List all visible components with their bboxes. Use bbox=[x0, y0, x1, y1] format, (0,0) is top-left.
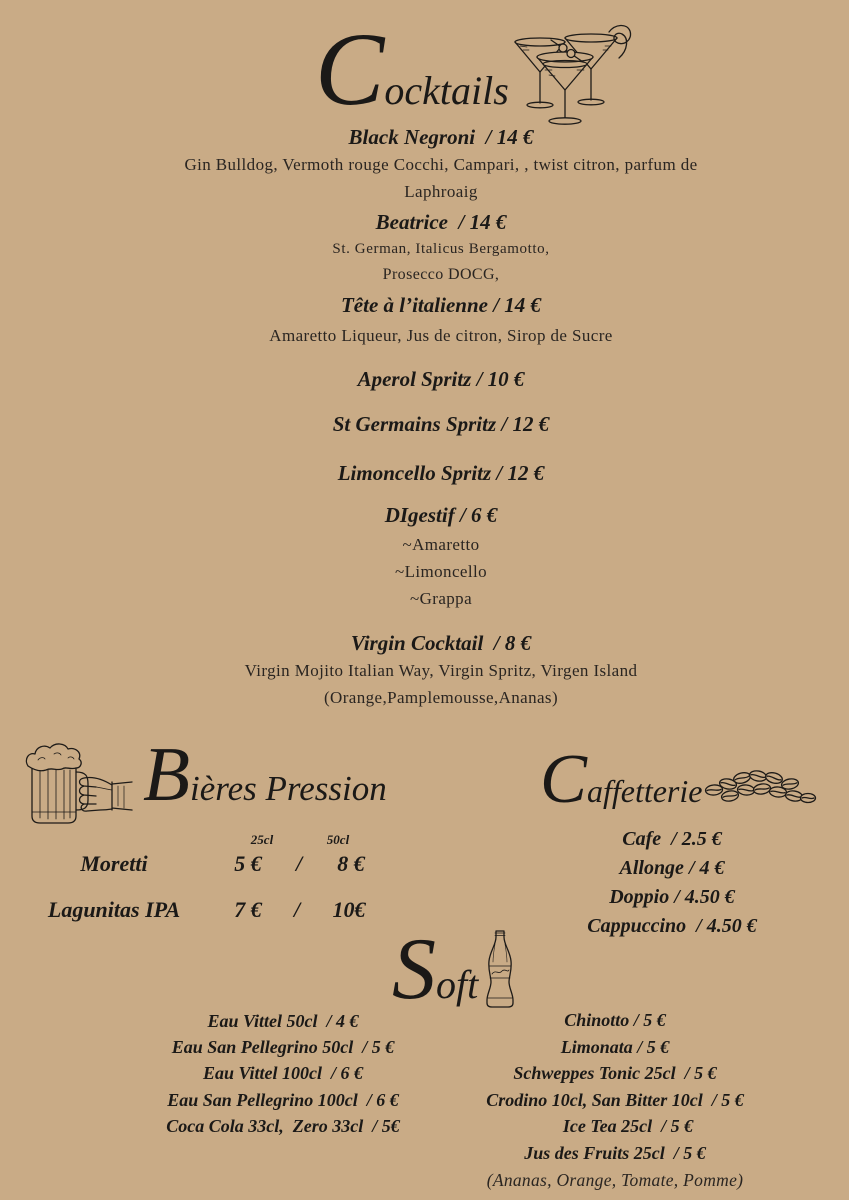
digestif-option: ~Amaretto bbox=[402, 535, 480, 554]
cocktail-limoncello-spritz-title: Limoncello Spritz / 12 € bbox=[337, 461, 545, 485]
beer-moretti-name: Moretti bbox=[80, 851, 148, 876]
beer-moretti-price-25cl: 5 € bbox=[234, 851, 262, 876]
beer-price-separator: / bbox=[293, 897, 301, 922]
virgin-cocktail-desc-line: (Orange,Pamplemousse,Ananas) bbox=[323, 688, 559, 707]
beer-price-separator: / bbox=[295, 851, 303, 876]
soft-drink-item: Ice Tea 25cl / 5 € bbox=[562, 1116, 694, 1136]
digestif-option: ~Grappa bbox=[409, 589, 473, 608]
beer-moretti-price-50cl: 8 € bbox=[337, 851, 365, 876]
beer-lagunitas-ipa-name: Lagunitas IPA bbox=[47, 897, 181, 922]
cocktail-tete-a-litalienne-title: Tête à l’italienne / 14 € bbox=[340, 293, 542, 317]
soft-drink-item: Eau San Pellegrino 50cl / 5 € bbox=[171, 1037, 395, 1057]
soda-bottle-icon bbox=[481, 928, 519, 1008]
soft-drink-item: Eau Vittel 100cl / 6 € bbox=[202, 1063, 363, 1083]
beer-size-header-50cl: 50cl bbox=[326, 832, 350, 847]
soft-section-title: Soft bbox=[392, 921, 479, 1018]
soft-drink-item: Coca Cola 33cl, Zero 33cl / 5€ bbox=[166, 1116, 400, 1136]
coffee-beans-icon bbox=[702, 766, 817, 806]
beer-lagunitas-ipa-price-25cl: 7 € bbox=[234, 897, 262, 922]
coffee-item: Cafe / 2.5 € bbox=[622, 828, 722, 850]
cocktail-beatrice-desc-line: Prosecco DOCG, bbox=[382, 266, 500, 283]
beers-section-title: Bières Pression bbox=[143, 731, 387, 817]
coffee-section-title: Caffetterie bbox=[540, 740, 703, 818]
cocktail-beatrice-title: Beatrice / 14 € bbox=[375, 210, 507, 234]
soft-drink-item: Eau San Pellegrino 100cl / 6 € bbox=[167, 1090, 399, 1110]
cocktail-st-germains-spritz-title: St Germains Spritz / 12 € bbox=[332, 412, 550, 436]
soft-drink-item: Limonata / 5 € bbox=[560, 1037, 670, 1057]
cocktail-glasses-icon bbox=[505, 20, 635, 126]
cocktail-black-negroni-title: Black Negroni / 14 € bbox=[348, 125, 534, 149]
beer-mug-hand-icon bbox=[24, 742, 134, 826]
coffee-item: Doppio / 4.50 € bbox=[609, 886, 735, 908]
digestif-title: DIgestif / 6 € bbox=[384, 503, 498, 527]
cocktail-tete-a-litalienne-desc-line: Amaretto Liqueur, Jus de citron, Sirop de Sucre bbox=[269, 326, 613, 345]
beer-size-header-25cl: 25cl bbox=[250, 832, 274, 847]
virgin-cocktail-desc-line: Virgin Mojito Italian Way, Virgin Spritz, Virgen Island bbox=[244, 661, 638, 680]
cocktail-aperol-spritz-title: Aperol Spritz / 10 € bbox=[357, 367, 525, 391]
soft-drink-item: Jus des Fruits 25cl / 5 € bbox=[524, 1143, 706, 1163]
cocktail-beatrice-desc-line: St. German, Italicus Bergamotto, bbox=[332, 241, 550, 257]
soft-drink-item: Crodino 10cl, San Bitter 10cl / 5 € bbox=[486, 1090, 744, 1110]
cocktail-black-negroni-desc-line: Gin Bulldog, Vermoth rouge Cocchi, Campari, , twist citron, parfum de bbox=[184, 155, 698, 174]
coffee-item: Allonge / 4 € bbox=[619, 857, 725, 879]
cocktails-section-title: Cocktails bbox=[315, 12, 509, 127]
digestif-option: ~Limoncello bbox=[395, 562, 487, 581]
juice-flavours-note: (Ananas, Orange, Tomate, Pomme) bbox=[486, 1170, 744, 1190]
beer-lagunitas-ipa-price-50cl: 10€ bbox=[332, 897, 366, 922]
coffee-item: Cappuccino / 4.50 € bbox=[587, 915, 757, 937]
virgin-cocktail-title: Virgin Cocktail / 8 € bbox=[350, 631, 532, 655]
cocktail-black-negroni-desc-line: Laphroaig bbox=[404, 182, 478, 201]
soft-drink-item: Chinotto / 5 € bbox=[564, 1010, 666, 1030]
soft-drink-item: Schweppes Tonic 25cl / 5 € bbox=[513, 1063, 717, 1083]
soft-drink-item: Eau Vittel 50cl / 4 € bbox=[207, 1011, 359, 1031]
